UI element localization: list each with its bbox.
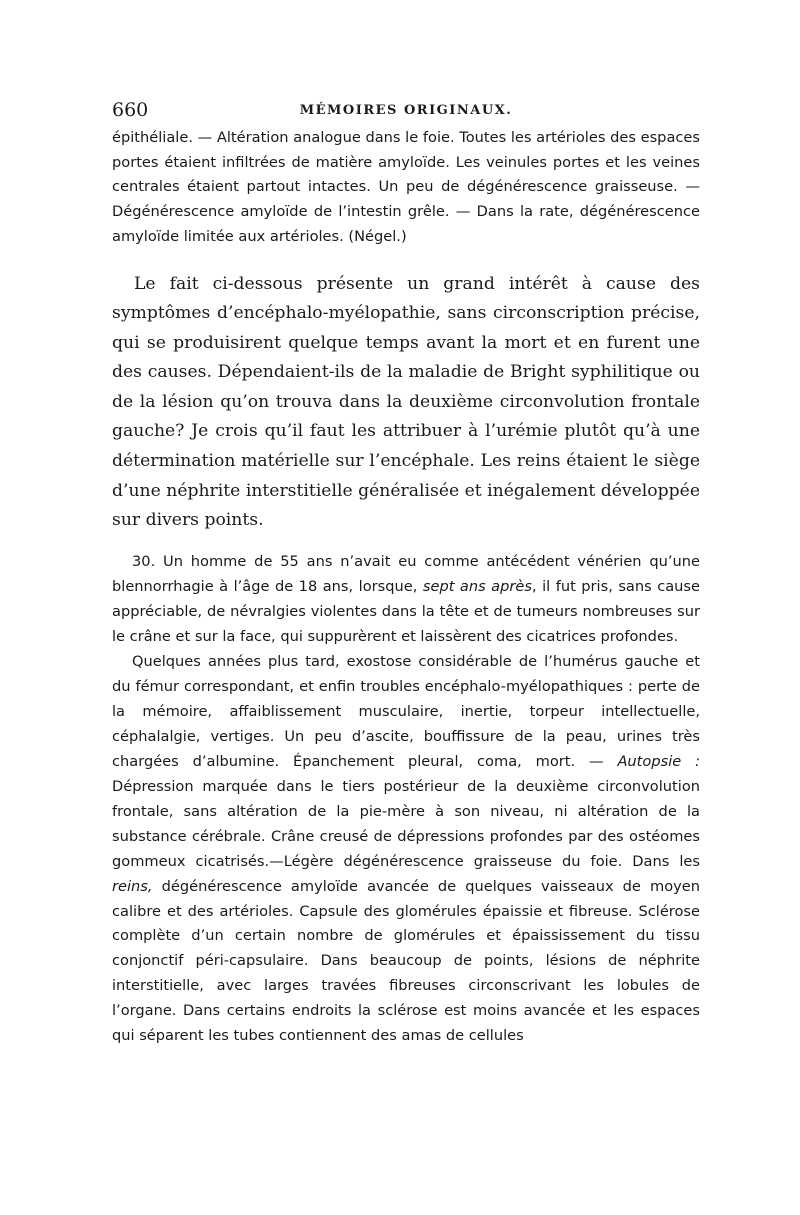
commentary-section — [112, 270, 700, 536]
running-head — [112, 96, 700, 124]
case-report — [112, 550, 700, 1049]
emphasis-text: reins, — [112, 877, 153, 895]
book-page — [112, 96, 700, 1049]
autopsie-heading: Autopsie : — [617, 753, 700, 771]
case-paragraph-2 — [112, 650, 700, 1049]
case-text: Quelques années plus tard, exostose considérable de l’humérus gauche et du fémur correspondant, et enfin troubles encéphalo-myélopathiques : perte de la mémoire, affaiblissement musculaire, inertie, torpeur intellectuelle, céphalalgie, vertiges. Un peu d’ascite, bouffissure de la peau, urines très chargées d’albumine. Épanchement pleural, coma, mort. — — [112, 653, 700, 771]
case-text: 30. Un homme de 55 ans n’avait eu comme antécédent vénérien qu’une blennorrhagie à l’âge de 18 ans, lorsque, — [112, 552, 700, 595]
commentary-paragraph: Le fait ci-dessous présente un grand intérêt à cause des symptômes d’encéphalo-myélopathie, sans circonscription précise, qui se produisirent quelque temps avant la mort et en furent une des causes. Dépendaient-ils de la maladie de Bright syphilitique ou de la lésion qu’on trouva dans la deuxième circonvolution frontale gauche? Je crois qu’il faut les attribuer à l’urémie plutôt qu’à une détermination matérielle sur l’encéphale. Les reins étaient le siège d’une néphrite interstitielle généralisée et inégalement développée sur divers points. — [112, 273, 700, 531]
page-number: 660 — [112, 99, 149, 121]
emphasis-text: sept ans après — [422, 577, 532, 595]
journal-title: MÉMOIRES ORIGINAUX. — [299, 103, 513, 118]
case-text: dégénérescence amyloïde avancée de quelques vaisseaux de moyen calibre et des artérioles. Capsule des glomérules épaissie et fibreuse. Sclérose complète d’un certain nombre de glomérules et épaississement du tissu conjonctif péri-capsulaire. Dans beaucoup de points, lésions de néphrite interstitielle, avec larges travées fibreuses circonscrivant les lobules de l’organe. Dans certains endroits la sclérose est moins avancée et les espaces qui séparent les tubes contiennent des amas de cellules — [112, 877, 700, 1045]
case-paragraph-1 — [112, 550, 700, 650]
abstract-note — [112, 126, 700, 250]
case-text: , il fut pris, sans cause appréciable, de névralgies violentes dans la tête et de tumeurs nombreuses sur le crâne et sur la face, qui suppurèrent et laissèrent des cicatrices profondes. — [112, 577, 701, 645]
case-text: Dépression marquée dans le tiers postérieur de la deuxième circonvolution frontale, sans altération de la pie-mère à son niveau, ni altération de la substance cérébrale. Crâne creusé de dépressions profondes par des ostéomes gommeux cicatrisés.—Légère dégénérescence graisseuse du foie. Dans les — [112, 778, 700, 870]
abstract-paragraph: épithéliale. — Altération analogue dans le foie. Toutes les artérioles des espaces portes étaient infiltrées de matière amyloïde. Les veinules portes et les veines centrales étaient partout intactes. Un peu de dégénérescence graisseuse. — Dégénérescence amyloïde de l’intestin grêle. — Dans la rate, dégénérescence amyloïde limitée aux artérioles. (Négel.) — [112, 129, 700, 245]
